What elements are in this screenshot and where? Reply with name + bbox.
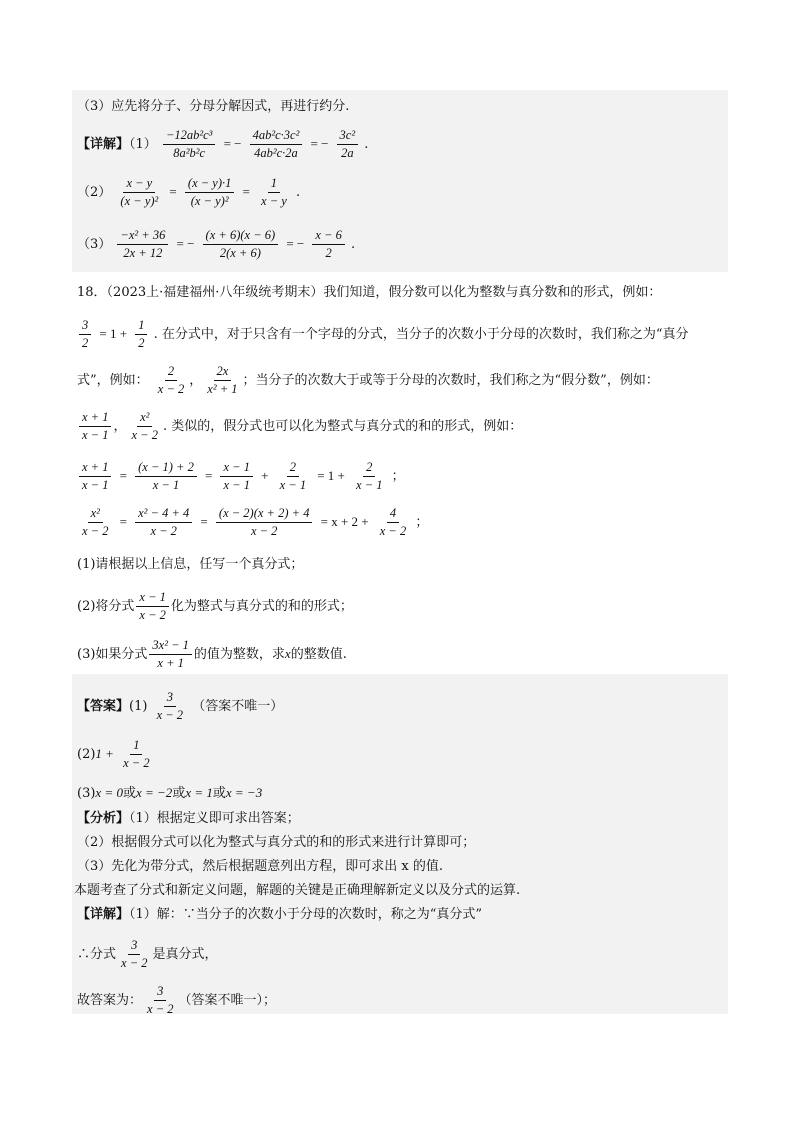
fraction: $\frac{2}{x - 2}$ xyxy=(157,364,185,396)
fraction: $\frac{1}{x - y}$ xyxy=(261,176,287,208)
detail-line-b xyxy=(77,938,218,971)
text: 是真分式， xyxy=(152,947,218,962)
text: 式”，例如： xyxy=(77,373,149,388)
fraction: $\frac{1}{x - 2}$ xyxy=(123,738,150,770)
fraction: $\frac{x - 1}{x - 1}$ xyxy=(220,460,252,493)
fraction: $\frac{\text{3c²}}{2a}$ xyxy=(337,128,359,161)
period: . xyxy=(364,137,369,152)
fraction: $\frac{3}{x - 2}$ xyxy=(147,984,174,1016)
fraction: $\frac{(x - y)\cdot 1}{\text{(x − y)²}}$ xyxy=(185,176,234,209)
note: （答案不唯一） xyxy=(192,699,284,714)
text: 的值为整数，求 xyxy=(193,647,285,662)
semicolon: ； xyxy=(391,469,405,484)
fraction: $\frac{x + 1}{x - 1}$ xyxy=(79,460,111,493)
operator: = 1 + xyxy=(317,468,345,483)
operator: = xyxy=(200,514,208,529)
fraction: $\frac{2}{x - 1}$ xyxy=(356,460,383,492)
fraction: $\frac{x - 1}{x - 2}$ xyxy=(136,590,168,623)
text: 或 xyxy=(172,786,186,801)
operator: = − xyxy=(310,136,329,151)
value: x = −3 xyxy=(225,785,263,800)
example-equation-2 xyxy=(77,506,428,539)
value: x = 0 xyxy=(95,785,123,800)
answer-line-3 xyxy=(77,784,262,803)
fraction: $\frac{x - 6}{2}$ xyxy=(312,228,344,261)
analysis-line-3: （3）先化为带分式，然后根据题意列出方程，即可求出 x 的值. xyxy=(77,859,443,874)
variable: x xyxy=(284,646,291,661)
part-number: （2） xyxy=(77,185,112,200)
fraction: $\frac{\text{x² − 4 + 4}}{x - 2}$ xyxy=(135,506,192,539)
operator: = xyxy=(242,184,250,199)
detail-label: 【详解】 xyxy=(77,137,130,152)
fraction: $\frac{2x}{\text{x² + 1}}$ xyxy=(207,364,238,396)
operator: = 1 + xyxy=(99,326,128,341)
analysis-line-2: （2）根据假分式可以化为整式与真分式的和的形式来进行计算即可； xyxy=(77,835,476,850)
text: . 类似的，假分式也可以化为整式与真分式的和的形式，例如： xyxy=(162,419,523,434)
fraction: $\frac{3}{2}$ xyxy=(79,318,91,351)
detail-line-3 xyxy=(77,228,355,261)
text: 或 xyxy=(122,786,136,801)
fraction: $\frac{(x - 1) + 2}{x - 1}$ xyxy=(135,460,197,493)
detail-line-a xyxy=(77,906,482,924)
detail-line-2 xyxy=(77,176,300,209)
period: . xyxy=(295,185,301,200)
fraction: $\frac{\text{−12ab²c³}}{\text{8a²b²c}}$ xyxy=(163,128,215,161)
fraction: $\frac{2}{x - 1}$ xyxy=(279,460,307,492)
text: 故答案为： xyxy=(77,993,143,1008)
operator: = xyxy=(169,184,177,199)
fraction: $\frac{4}{x - 2}$ xyxy=(379,506,407,538)
answer-line-2 xyxy=(77,738,155,771)
semicolon: ； xyxy=(415,515,429,530)
text: （答案不唯一）； xyxy=(178,993,277,1008)
fraction: $\frac{1}{2}$ xyxy=(135,318,147,351)
answer-label: 【答案】 xyxy=(77,699,130,714)
operator: = − xyxy=(176,236,195,251)
text: 或 xyxy=(212,786,226,801)
detail-label: 【详解】 xyxy=(77,907,130,922)
comma: ， xyxy=(189,373,203,388)
fraction: $\frac{3}{x - 2}$ xyxy=(156,690,184,722)
fraction: $\frac{3}{x - 2}$ xyxy=(121,938,148,970)
fraction: $\frac{\text{x²}}{x - 2}$ xyxy=(82,506,109,538)
fraction: $\frac{\text{4ab²c·3c²}}{\text{4ab²c·2a}}$ xyxy=(250,128,303,161)
question-18-line-3 xyxy=(77,364,659,397)
text: （1）解：∵当分子的次数小于分母的次数时，称之为“真分式” xyxy=(129,907,483,922)
operator: + xyxy=(261,468,269,483)
operator: = xyxy=(205,468,213,483)
detail-line-c xyxy=(77,984,276,1017)
value: x = 1 xyxy=(185,785,213,800)
text: . 在分式中，对于只含有一个字母的分式，当分子的次数小于分母的次数时，我们称之为“真分 xyxy=(153,327,689,342)
hint-line-3: （3）应先将分子、分母分解因式，再进行约分. xyxy=(77,99,350,114)
detail-line-1 xyxy=(77,128,368,161)
value: x = −2 xyxy=(135,785,173,800)
sub-question-3 xyxy=(77,638,347,671)
comma: ， xyxy=(113,419,127,434)
summary-line: 本题考查了分式和新定义问题，解题的关键是正确理解新定义以及分式的运算. xyxy=(74,883,521,898)
operator: = xyxy=(119,468,127,483)
fraction: $\frac{x + 1}{x - 1}$ xyxy=(79,410,111,443)
expression: 1 + xyxy=(95,746,114,761)
example-equation-1 xyxy=(77,460,405,493)
question-18-line-2 xyxy=(77,318,689,351)
sub-question-2 xyxy=(77,590,353,623)
part-number: (1) xyxy=(129,699,148,714)
part-number: （3） xyxy=(77,237,112,252)
operator: = x + 2 + xyxy=(320,514,369,529)
text: ∴分式 xyxy=(77,947,117,962)
operator: = − xyxy=(223,136,242,151)
fraction: $\frac{\text{−x² + 36}}{2x + 12}$ xyxy=(117,228,168,261)
analysis-label: 【分析】 xyxy=(77,811,130,826)
question-18-intro: 18．（2023上·福建福州·八年级统考期末）我们知道，假分数可以化为整数与真分数和的形式，例如： xyxy=(77,285,662,300)
fraction: $\frac{(x - 2)(x + 2) + 4}{x - 2}$ xyxy=(216,506,313,539)
question-18-line-4 xyxy=(77,410,522,443)
analysis-line-1 xyxy=(77,810,300,828)
answer-line-1 xyxy=(77,690,283,723)
text: 的整数值. xyxy=(290,647,347,662)
part-number: (2) xyxy=(77,747,96,762)
text: (2)将分式 xyxy=(77,599,135,614)
fraction: $\frac{\text{3x² − 1}}{x + 1}$ xyxy=(149,638,191,671)
part-number: （1） xyxy=(129,137,157,152)
fraction: $\frac{\text{x²}}{x - 2}$ xyxy=(131,410,158,442)
sub-question-1: (1)请根据以上信息，任写一个真分式； xyxy=(77,557,304,572)
text: ；当分子的次数大于或等于分母的次数时，我们称之为“假分数”，例如： xyxy=(242,373,659,388)
fraction: $\frac{(x + 6)(x - 6)}{2(x + 6)}$ xyxy=(203,228,279,261)
text: （1）根据定义即可求出答案； xyxy=(129,811,300,826)
text: (3)如果分式 xyxy=(77,647,148,662)
operator: = xyxy=(119,514,127,529)
operator: = − xyxy=(286,236,305,251)
text: 化为整式与真分式的和的形式； xyxy=(170,599,353,614)
fraction: $\frac{x - y}{\text{(x − y)²}}$ xyxy=(120,176,159,208)
period: . xyxy=(351,237,356,252)
part-number: (3) xyxy=(77,786,96,801)
